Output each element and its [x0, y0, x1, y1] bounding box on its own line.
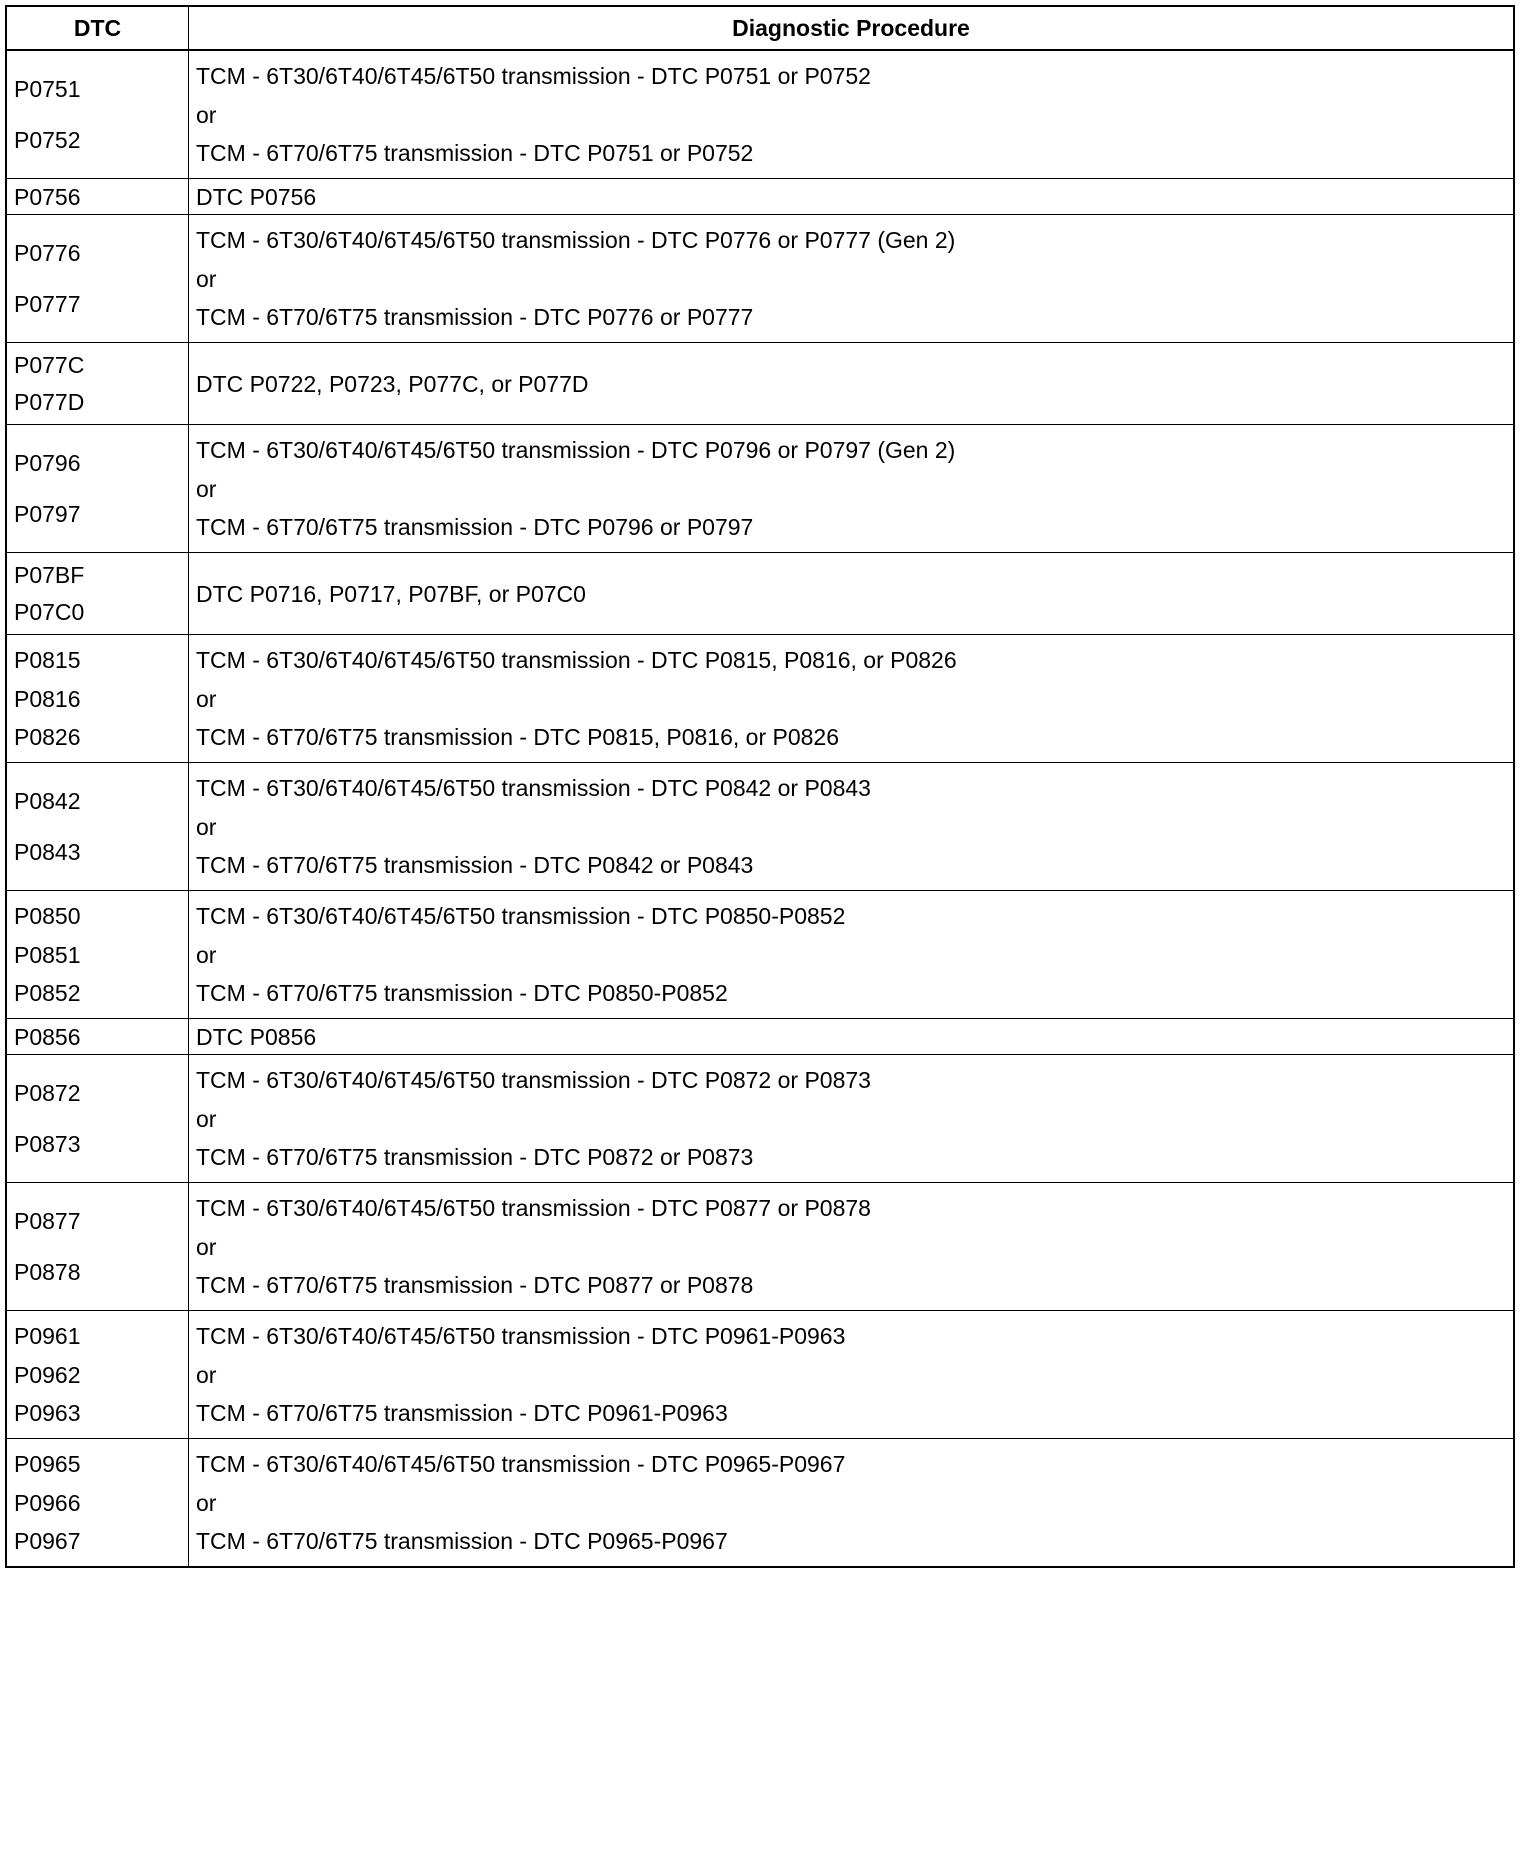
header-procedure: Diagnostic Procedure [732, 14, 970, 41]
procedure-cell [189, 425, 1513, 552]
header-dtc: DTC [7, 7, 189, 49]
dtc-code: P0815 [14, 646, 81, 673]
table-header [7, 7, 1513, 50]
dtc-code: P0962 [14, 1361, 81, 1388]
dtc-code: P077D [14, 388, 85, 415]
procedure-line: TCM - 6T70/6T75 transmission - DTC P0776 or P0777 [196, 304, 754, 331]
dtc-cell [7, 51, 189, 178]
dtc-cell [7, 553, 189, 634]
procedure-line: TCM - 6T30/6T40/6T45/6T50 transmission - DTC P0842 or P0843 [196, 774, 871, 801]
dtc-code: P0752 [14, 127, 81, 154]
dtc-cell [7, 635, 189, 762]
dtc-code: P0856 [14, 1023, 81, 1050]
procedure-line: or [196, 1361, 217, 1388]
procedure-line: TCM - 6T70/6T75 transmission - DTC P0877 or P0878 [196, 1272, 754, 1299]
dtc-cell [7, 891, 189, 1018]
procedure-cell [189, 1183, 1513, 1310]
dtc-code: P0816 [14, 685, 81, 712]
procedure-cell [189, 763, 1513, 890]
procedure-line: DTC P0716, P0717, P07BF, or P07C0 [196, 580, 586, 607]
dtc-code: P0797 [14, 501, 81, 528]
table-row [7, 50, 1513, 178]
dtc-code: P0965 [14, 1450, 81, 1477]
procedure-line: TCM - 6T70/6T75 transmission - DTC P0872 or P0873 [196, 1144, 754, 1171]
dtc-code: P0850 [14, 902, 81, 929]
dtc-cell [7, 763, 189, 890]
table-row [7, 890, 1513, 1018]
procedure-line: TCM - 6T30/6T40/6T45/6T50 transmission - DTC P0877 or P0878 [196, 1194, 871, 1221]
dtc-code: P0961 [14, 1322, 81, 1349]
procedure-line: TCM - 6T30/6T40/6T45/6T50 transmission - DTC P0776 or P0777 (Gen 2) [196, 226, 956, 253]
procedure-cell [189, 1311, 1513, 1438]
dtc-cell [7, 425, 189, 552]
procedure-line: TCM - 6T70/6T75 transmission - DTC P0961-P0963 [196, 1400, 728, 1427]
procedure-cell [189, 1439, 1513, 1566]
dtc-cell [7, 179, 189, 214]
procedure-line: TCM - 6T30/6T40/6T45/6T50 transmission - DTC P0751 or P0752 [196, 62, 871, 89]
dtc-code: P0877 [14, 1207, 81, 1234]
dtc-cell [7, 1183, 189, 1310]
procedure-line: TCM - 6T70/6T75 transmission - DTC P0815, P0816, or P0826 [196, 724, 840, 751]
table-row [7, 634, 1513, 762]
procedure-line: TCM - 6T30/6T40/6T45/6T50 transmission - DTC P0815, P0816, or P0826 [196, 646, 957, 673]
dtc-cell [7, 1019, 189, 1054]
dtc-cell [7, 1055, 189, 1182]
table-row [7, 552, 1513, 634]
procedure-cell [189, 553, 1513, 634]
table-row [7, 762, 1513, 890]
table-row [7, 214, 1513, 342]
procedure-line: TCM - 6T30/6T40/6T45/6T50 transmission - DTC P0850-P0852 [196, 902, 846, 929]
dtc-code: P07C0 [14, 598, 85, 625]
table-row [7, 1310, 1513, 1438]
dtc-code: P0872 [14, 1079, 81, 1106]
procedure-line: or [196, 813, 217, 840]
procedure-line: TCM - 6T70/6T75 transmission - DTC P0850-P0852 [196, 980, 728, 1007]
procedure-line: TCM - 6T30/6T40/6T45/6T50 transmission - DTC P0872 or P0873 [196, 1066, 871, 1093]
procedure-line: or [196, 1105, 217, 1132]
procedure-line: DTC P0756 [196, 183, 317, 210]
procedure-line: DTC P0722, P0723, P077C, or P077D [196, 370, 589, 397]
procedure-line: or [196, 685, 217, 712]
procedure-line: or [196, 1489, 217, 1516]
dtc-code: P0852 [14, 980, 81, 1007]
procedure-cell [189, 1055, 1513, 1182]
dtc-code: P07BF [14, 562, 85, 589]
procedure-cell [189, 1019, 1513, 1054]
dtc-code: P0826 [14, 724, 81, 751]
dtc-cell [7, 343, 189, 424]
dtc-table [5, 5, 1515, 1568]
procedure-line: or [196, 1233, 217, 1260]
dtc-code: P0967 [14, 1528, 81, 1555]
table-row [7, 1054, 1513, 1182]
procedure-line: TCM - 6T30/6T40/6T45/6T50 transmission - DTC P0965-P0967 [196, 1450, 846, 1477]
dtc-code: P0756 [14, 183, 81, 210]
dtc-code: P0963 [14, 1400, 81, 1427]
dtc-code: P0776 [14, 239, 81, 266]
procedure-cell [189, 215, 1513, 342]
procedure-line: TCM - 6T30/6T40/6T45/6T50 transmission - DTC P0961-P0963 [196, 1322, 846, 1349]
procedure-cell [189, 343, 1513, 424]
table-row [7, 1018, 1513, 1054]
dtc-code: P0796 [14, 449, 81, 476]
procedure-cell [189, 891, 1513, 1018]
table-row [7, 178, 1513, 214]
dtc-code: P0873 [14, 1131, 81, 1158]
procedure-line: TCM - 6T70/6T75 transmission - DTC P0751 or P0752 [196, 140, 754, 167]
dtc-code: P0777 [14, 291, 81, 318]
procedure-line: TCM - 6T30/6T40/6T45/6T50 transmission - DTC P0796 or P0797 (Gen 2) [196, 436, 956, 463]
table-row [7, 1438, 1513, 1566]
dtc-cell [7, 215, 189, 342]
procedure-cell [189, 179, 1513, 214]
procedure-line: or [196, 101, 217, 128]
dtc-code: P0878 [14, 1259, 81, 1286]
procedure-line: or [196, 265, 217, 292]
dtc-code: P0751 [14, 75, 81, 102]
procedure-cell [189, 51, 1513, 178]
dtc-code: P0966 [14, 1489, 81, 1516]
dtc-code: P0842 [14, 787, 81, 814]
procedure-line: TCM - 6T70/6T75 transmission - DTC P0842 or P0843 [196, 852, 754, 879]
procedure-cell [189, 635, 1513, 762]
procedure-line: or [196, 475, 217, 502]
procedure-line: TCM - 6T70/6T75 transmission - DTC P0965-P0967 [196, 1528, 728, 1555]
dtc-cell [7, 1439, 189, 1566]
dtc-code: P077C [14, 352, 85, 379]
table-row [7, 424, 1513, 552]
table-row [7, 1182, 1513, 1310]
dtc-cell [7, 1311, 189, 1438]
dtc-code: P0851 [14, 941, 81, 968]
procedure-line: TCM - 6T70/6T75 transmission - DTC P0796 or P0797 [196, 514, 754, 541]
dtc-code: P0843 [14, 839, 81, 866]
procedure-line: DTC P0856 [196, 1023, 317, 1050]
table-row [7, 342, 1513, 424]
procedure-line: or [196, 941, 217, 968]
